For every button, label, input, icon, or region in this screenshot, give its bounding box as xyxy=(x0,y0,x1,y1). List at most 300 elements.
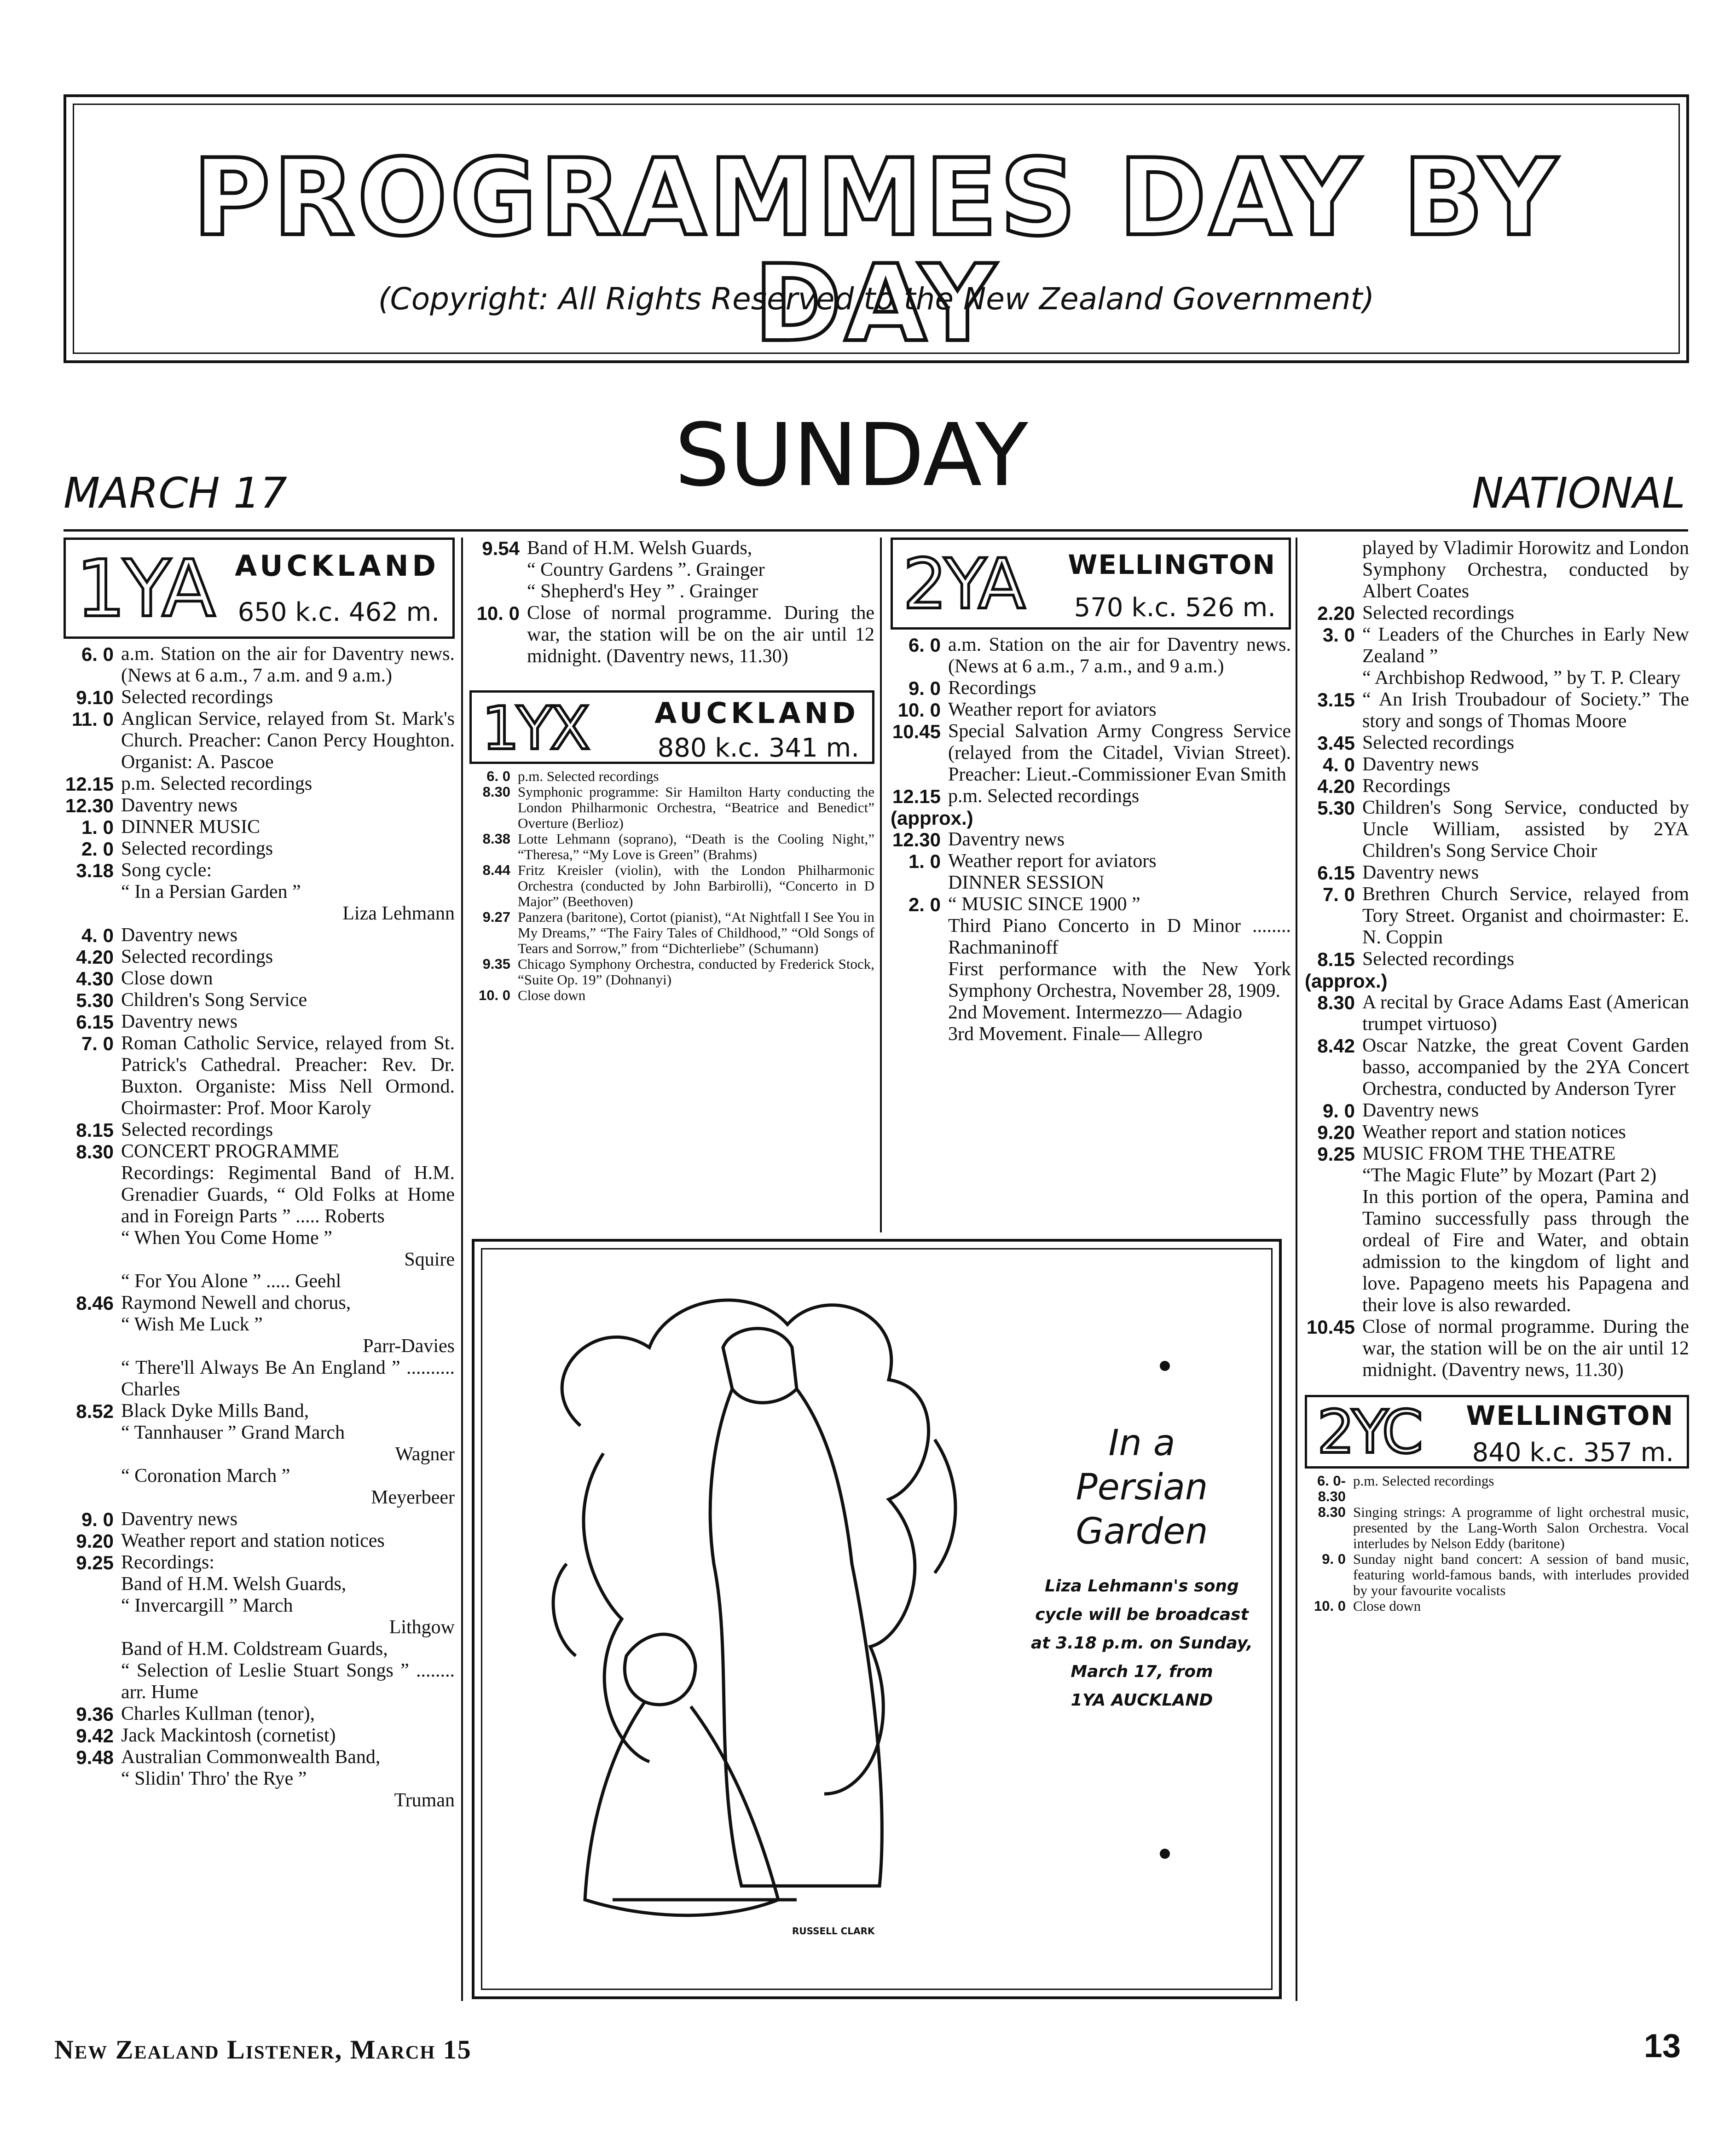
programme-details xyxy=(1362,732,1689,754)
programme-time: 9.35 xyxy=(482,956,510,972)
programme-line: “ Archbishop Redwood, ” by T. P. Cleary xyxy=(1362,667,1681,688)
programme-time: 4.20 xyxy=(1317,775,1355,797)
programme-time: 10. 0 xyxy=(1314,1598,1346,1614)
programme-time: (approx.) xyxy=(891,807,973,829)
programme-line: Chicago Symphony Orchestra, conducted by Frederick Stock, “Suite Op. 19” (Dohnanyi) xyxy=(518,956,874,988)
station-call-sign: 2YA xyxy=(903,544,1023,625)
programme-line: Close of normal programme. During the war, the station will be on the air until 12 midnight. (Daventry news, 11.30) xyxy=(527,602,874,667)
programme-line: “ Leaders of the Churches in Early New Zealand ” xyxy=(1362,624,1689,667)
programme-line: DINNER SESSION xyxy=(948,872,1105,893)
programme-time: 12.30 xyxy=(65,795,114,816)
programme-time: 6.15 xyxy=(76,1011,114,1033)
programme-list-2ya-continued xyxy=(1305,538,1689,1381)
programme-entry xyxy=(1305,732,1689,754)
programme-entry xyxy=(1305,1100,1689,1122)
programme-details xyxy=(527,602,874,667)
programme-entry xyxy=(891,829,1291,850)
programme-entry xyxy=(891,786,1291,807)
programme-time: 9.42 xyxy=(76,1725,114,1747)
programme-line: Children's Song Service, conducted by Uncle William, assisted by 2YA Children's Song Service Choir xyxy=(1362,797,1689,862)
programme-line: played by Vladimir Horowitz and London Symphony Orchestra, conducted by Albert Coates xyxy=(1362,538,1689,602)
programme-entry xyxy=(64,773,455,795)
programme-entry xyxy=(469,956,874,988)
programme-entry xyxy=(469,784,874,831)
programme-details xyxy=(121,1033,455,1119)
programme-time: 12.15 xyxy=(892,786,941,807)
caption-text-line: cycle will be broadcast xyxy=(1035,1605,1249,1624)
programme-details xyxy=(1395,970,1689,992)
programme-entry xyxy=(469,538,874,602)
programme-details xyxy=(1362,884,1689,948)
programme-list-1yx xyxy=(469,769,874,1003)
programme-details xyxy=(1362,1035,1689,1100)
programme-time: 6. 0 xyxy=(81,643,114,665)
programme-time: 8.52 xyxy=(76,1400,114,1422)
programme-entry xyxy=(1305,602,1689,624)
programme-details xyxy=(121,1141,455,1271)
programme-details xyxy=(948,894,1291,1045)
programme-line: p.m. Selected recordings xyxy=(121,773,312,794)
programme-time: 9.10 xyxy=(76,687,114,708)
programme-line: Brethren Church Service, relayed from Tory Street. Organist and choirmaster: E. N. Coppin xyxy=(1362,884,1689,948)
programme-details xyxy=(1362,538,1689,602)
programme-entry xyxy=(64,1552,455,1638)
programme-entry xyxy=(64,1119,455,1141)
programme-entry xyxy=(1305,1473,1689,1504)
programme-entry xyxy=(1305,1035,1689,1100)
programme-line: “ Slidin' Thro' the Rye ” xyxy=(121,1768,307,1789)
programme-entry xyxy=(891,807,1291,829)
programme-entry xyxy=(64,708,455,773)
programme-time: 8.30 xyxy=(76,1141,114,1162)
programme-entry xyxy=(64,1530,455,1552)
caption-title-line: In a xyxy=(1108,1423,1175,1464)
programme-entry xyxy=(1305,797,1689,862)
programme-entry xyxy=(64,1141,455,1271)
programme-details xyxy=(121,816,455,838)
programme-time: 8.38 xyxy=(482,831,510,847)
programme-time: 6.15 xyxy=(1317,862,1355,884)
programme-time: (approx.) xyxy=(1305,970,1388,992)
column-divider xyxy=(880,538,882,1232)
programme-details xyxy=(1353,1598,1689,1614)
programme-time: 6. 0 xyxy=(486,768,510,784)
programme-entry xyxy=(64,1292,455,1357)
programme-details xyxy=(948,699,1291,721)
programme-line: Sunday night band concert: A session of band music, featuring world-famous bands, with interludes provided by your favourite vocalists xyxy=(1353,1551,1689,1598)
station-box-2ya xyxy=(891,538,1291,630)
programme-entry xyxy=(64,1465,455,1509)
programme-details xyxy=(1353,1551,1689,1598)
programme-details xyxy=(121,1552,455,1638)
caption-title-line: Persian xyxy=(1076,1467,1208,1508)
programme-entry xyxy=(1305,775,1689,797)
programme-time: 3. 0 xyxy=(1322,624,1355,646)
programme-entry xyxy=(469,988,874,1003)
station-call-sign: 2YC xyxy=(1317,1398,1420,1467)
programme-entry xyxy=(64,1400,455,1465)
programme-line: Daventry news xyxy=(121,795,238,816)
illustration-panel xyxy=(472,1239,1282,1999)
programme-line: Fritz Kreisler (violin), with the London Philharmonic Orchestra (conducted by John Barbirolli), “Concerto in D Major” (Beethoven) xyxy=(518,862,874,909)
programme-list-2ya xyxy=(891,634,1291,1045)
programme-line: Song cycle: xyxy=(121,860,212,881)
programme-entry xyxy=(64,1271,455,1292)
programme-time: 8.42 xyxy=(1317,1035,1355,1057)
programme-details xyxy=(1362,948,1689,970)
illustration-signature: RUSSELL CLARK xyxy=(792,1926,875,1937)
page-title: PROGRAMMES DAY BY DAY xyxy=(192,137,1560,365)
station-city: WELLINGTON xyxy=(1068,549,1276,580)
header-rule xyxy=(64,529,1688,532)
programme-line: Special Salvation Army Congress Service (relayed from the Citadel, Vivian Street). Preacher: Lieut.-Commissioner Evan Smith xyxy=(948,721,1291,785)
programme-entry xyxy=(891,894,1291,1045)
programme-line: p.m. Selected recordings xyxy=(518,768,659,784)
programme-details xyxy=(121,1465,455,1509)
programme-details xyxy=(121,968,455,989)
programme-line: Daventry news xyxy=(121,925,238,946)
programme-time: 10. 0 xyxy=(897,699,941,721)
programme-time: 4. 0 xyxy=(81,925,114,946)
programme-time: 9.25 xyxy=(1317,1143,1355,1165)
programme-line: Selected recordings xyxy=(1362,732,1515,753)
programme-line: p.m. Selected recordings xyxy=(948,786,1140,807)
programme-details xyxy=(121,1530,455,1552)
station-city: AUCKLAND xyxy=(235,549,440,583)
caption-text-line: March 17, from xyxy=(1071,1662,1213,1681)
illustration-caption xyxy=(1022,1421,1261,1715)
programme-time: 1. 0 xyxy=(908,850,941,872)
programme-entry xyxy=(64,838,455,860)
programme-details xyxy=(1362,1122,1689,1143)
column-2 xyxy=(469,538,874,1003)
programme-details xyxy=(121,1509,455,1530)
programme-time: 2. 0 xyxy=(908,894,941,915)
column-divider xyxy=(1296,538,1297,2001)
programme-entry xyxy=(1305,1143,1689,1316)
programme-line: “ Invercargill ” March xyxy=(121,1595,293,1616)
programme-line: p.m. Selected recordings xyxy=(1353,1473,1494,1489)
programme-entry xyxy=(1305,754,1689,775)
programme-list-1ya xyxy=(64,643,455,1811)
programme-line: Roman Catholic Service, relayed from St. Patrick's Cathedral. Preacher: Rev. Dr. Buxton. Organiste: Miss Nell Ormond. Choirmaster: Prof. Moor Karoly xyxy=(121,1033,455,1119)
programme-details xyxy=(121,1357,455,1400)
programme-composer: Meyerbeer xyxy=(371,1487,455,1508)
caption-title-line: Garden xyxy=(1076,1511,1208,1552)
programme-details xyxy=(948,850,1291,894)
programme-entry xyxy=(1305,992,1689,1035)
programme-line: Band of H.M. Welsh Guards, xyxy=(527,538,752,559)
programme-time: 1. 0 xyxy=(81,816,114,838)
programme-line: A recital by Grace Adams East (American trumpet virtuoso) xyxy=(1362,992,1689,1035)
programme-details xyxy=(121,1119,455,1141)
programme-line: Third Piano Concerto in D Minor ........ Rachmaninoff xyxy=(948,915,1291,958)
programme-details xyxy=(121,989,455,1011)
programme-line: “ Country Gardens ”. Grainger xyxy=(527,559,765,580)
programme-time: 11. 0 xyxy=(71,708,114,730)
programme-line: “ There'll Always Be An England ” .......... Charles xyxy=(121,1357,455,1400)
programme-details xyxy=(121,1400,455,1465)
programme-time: 2. 0 xyxy=(81,838,114,860)
programme-time xyxy=(64,1638,121,1703)
column-divider xyxy=(461,538,463,2001)
programme-details xyxy=(1362,992,1689,1035)
programme-details xyxy=(121,1271,455,1292)
station-call-sign: 1YX xyxy=(482,694,588,763)
programme-time: 9.27 xyxy=(482,909,510,925)
station-box-1ya xyxy=(64,538,455,639)
programme-line: “ Wish Me Luck ” xyxy=(121,1314,263,1335)
programme-time: 6. 0 xyxy=(908,634,941,656)
programme-entry xyxy=(64,687,455,708)
programme-details xyxy=(121,708,455,773)
day-name: SUNDAY xyxy=(675,405,1028,506)
programme-time: 9.36 xyxy=(76,1703,114,1725)
programme-details xyxy=(518,909,874,956)
programme-time: 9.20 xyxy=(76,1530,114,1552)
programme-entry xyxy=(1305,538,1689,602)
day-date: MARCH 17 xyxy=(64,468,287,518)
programme-line: a.m. Station on the air for Daventry news. (News at 6 a.m., 7 a.m. and 9 a.m.) xyxy=(121,643,455,686)
programme-details xyxy=(121,860,455,925)
programme-details xyxy=(1362,1316,1689,1381)
programme-entry xyxy=(64,1509,455,1530)
programme-details xyxy=(948,634,1291,677)
programme-entry xyxy=(64,1357,455,1400)
programme-details xyxy=(1362,797,1689,862)
programme-time: 10.45 xyxy=(1306,1316,1355,1338)
programme-line: Band of H.M. Coldstream Guards, xyxy=(121,1638,388,1660)
programme-details xyxy=(1362,624,1689,689)
station-frequency: 840 k.c. 357 m. xyxy=(1472,1438,1674,1468)
caption-text-line: 1YA AUCKLAND xyxy=(1071,1691,1213,1710)
programme-line: Recordings: xyxy=(121,1552,214,1573)
programme-entry xyxy=(64,1033,455,1119)
programme-details xyxy=(948,786,1291,807)
programme-line: Close of normal programme. During the war, the station will be on the air until 12 midnight. (Daventry news, 11.30) xyxy=(1362,1316,1689,1381)
programme-time: 10. 0 xyxy=(476,602,520,624)
programme-time xyxy=(64,1357,121,1400)
programme-time: 9.20 xyxy=(1317,1122,1355,1143)
programme-details xyxy=(948,721,1291,786)
programme-line: Recordings xyxy=(948,677,1036,699)
programme-entry xyxy=(64,989,455,1011)
programme-line: Oscar Natzke, the great Covent Garden basso, accompanied by the 2YA Concert Orchestra, conducted by Anderson Tyrer xyxy=(1362,1035,1689,1099)
programme-entry xyxy=(64,1638,455,1703)
programme-details xyxy=(121,643,455,687)
programme-entry xyxy=(64,1725,455,1747)
programme-entry xyxy=(891,850,1291,894)
programme-line: Close down xyxy=(121,968,213,989)
station-box-1yx xyxy=(469,690,874,764)
programme-entry xyxy=(64,1011,455,1033)
programme-details xyxy=(518,862,874,909)
programme-entry xyxy=(1305,1122,1689,1143)
programme-entry xyxy=(891,721,1291,786)
programme-details xyxy=(121,1725,455,1747)
programme-time: 9.54 xyxy=(482,538,520,559)
programme-line: Daventry news xyxy=(1362,754,1479,775)
programme-line: Weather report for aviators xyxy=(948,699,1157,720)
programme-line: Selected recordings xyxy=(121,687,273,708)
programme-time: 9. 0 xyxy=(908,677,941,699)
programme-time: 8.15 xyxy=(1317,948,1355,970)
programme-time: 12.30 xyxy=(892,829,941,850)
programme-line: Close down xyxy=(518,987,586,1003)
programme-line: Close down xyxy=(1353,1598,1421,1614)
programme-composer: Squire xyxy=(404,1249,455,1270)
programme-details xyxy=(1362,1143,1689,1316)
programme-details xyxy=(121,946,455,968)
programme-time: 7. 0 xyxy=(81,1033,114,1054)
programme-details xyxy=(518,831,874,862)
programme-time xyxy=(64,1465,121,1509)
programme-line: Daventry news xyxy=(1362,1100,1479,1121)
programme-time: 3.45 xyxy=(1317,732,1355,754)
programme-time: 3.15 xyxy=(1317,689,1355,711)
programme-line: Australian Commonwealth Band, xyxy=(121,1747,381,1768)
programme-entry xyxy=(1305,970,1689,992)
programme-entry xyxy=(64,1747,455,1811)
programme-time: 8.30 xyxy=(1318,1504,1346,1520)
programme-details xyxy=(1362,862,1689,884)
caption-text-line: at 3.18 p.m. on Sunday, xyxy=(1031,1634,1253,1653)
programme-entry xyxy=(469,831,874,862)
programme-line: Symphonic programme: Sir Hamilton Harty conducting the London Philharmonic Orchestra, “Beatrice and Benedict” Overture (Berlioz) xyxy=(518,784,874,831)
programme-details xyxy=(121,773,455,795)
programme-entry xyxy=(64,860,455,925)
programme-line: Weather report and station notices xyxy=(1362,1122,1626,1143)
programme-details xyxy=(121,1011,455,1033)
programme-entry xyxy=(1305,689,1689,732)
programme-details xyxy=(981,807,1291,829)
programme-time: 8.30 xyxy=(1317,992,1355,1013)
programme-time: 4. 0 xyxy=(1322,754,1355,775)
programme-details xyxy=(121,795,455,816)
programme-line: Daventry news xyxy=(121,1509,238,1530)
programme-details xyxy=(1362,775,1689,797)
station-frequency: 880 k.c. 341 m. xyxy=(657,733,859,763)
programme-entry xyxy=(469,769,874,784)
programme-list-2yc xyxy=(1305,1473,1689,1614)
programme-line: “ Coronation March ” xyxy=(121,1465,290,1486)
programme-details xyxy=(121,687,455,708)
station-frequency: 570 k.c. 526 m. xyxy=(1074,593,1276,623)
programme-line: In this portion of the opera, Pamina and Tamino successfully pass through the ordeal of Fire and Water, and obtain admission to the kingdom of light and love. Papageno meets his Papagena and their love is also rewarded. xyxy=(1362,1186,1689,1316)
column-3 xyxy=(891,538,1291,1045)
programme-composer: Liza Lehmann xyxy=(342,903,455,924)
programme-line: “ MUSIC SINCE 1900 ” xyxy=(948,894,1140,915)
column-4 xyxy=(1305,538,1689,1614)
programme-line: “ For You Alone ” ..... Geehl xyxy=(121,1271,341,1292)
programme-details xyxy=(121,838,455,860)
programme-time: 10.45 xyxy=(892,721,941,742)
programme-time: 5.30 xyxy=(76,989,114,1011)
programme-time: 10. 0 xyxy=(479,987,510,1003)
programme-list-1ya-continued xyxy=(469,538,874,667)
programme-composer: Parr-Davies xyxy=(363,1336,455,1357)
programme-line: Weather report and station notices xyxy=(121,1530,385,1551)
programme-entry xyxy=(64,1703,455,1725)
programme-entry xyxy=(64,816,455,838)
programme-entry xyxy=(469,602,874,667)
programme-time xyxy=(1305,538,1362,602)
programme-details xyxy=(948,677,1291,699)
programme-entry xyxy=(64,925,455,946)
programme-line: Panzera (baritone), Cortot (pianist), “At Nightfall I See You in My Dreams,” “The Fairy Tales of Childhood,” “Old Songs of Tears and Sorrow,” from “Dichterliebe” (Schumann) xyxy=(518,909,874,956)
programme-details xyxy=(1362,1100,1689,1122)
programme-time: 9. 0 xyxy=(1322,1551,1346,1567)
programme-line: CONCERT PROGRAMME xyxy=(121,1141,339,1162)
programme-details xyxy=(518,988,874,1003)
programme-entry xyxy=(891,677,1291,699)
copyright-notice: (Copyright: All Rights Reserved to the New Zealand Government) xyxy=(378,281,1375,317)
programme-time: 9.48 xyxy=(76,1747,114,1768)
programme-line: Selected recordings xyxy=(1362,948,1515,970)
programme-line: Weather report for aviators xyxy=(948,850,1157,872)
programme-entry xyxy=(891,634,1291,677)
programme-line: Lotte Lehmann (soprano), “Death is the Cooling Night,” “Theresa,” “My Love is Green” (Brahms) xyxy=(518,831,874,862)
programme-details xyxy=(121,1292,455,1357)
programme-line: Singing strings: A programme of light orchestral music, presented by the Lang-Worth Salon Orchestra. Vocal interludes by Nelson Eddy (baritone) xyxy=(1353,1504,1689,1551)
programme-details xyxy=(518,956,874,988)
programme-entry xyxy=(1305,1504,1689,1551)
programme-time: 7. 0 xyxy=(1322,884,1355,905)
programme-entry xyxy=(469,909,874,956)
programme-line: Selected recordings xyxy=(121,1119,273,1140)
programme-line: “ In a Persian Garden ” xyxy=(121,881,301,902)
programme-line: First performance with the New York Symphony Orchestra, November 28, 1909. xyxy=(948,959,1291,1001)
programme-line: MUSIC FROM THE THEATRE xyxy=(1362,1143,1616,1164)
programme-time: 8.15 xyxy=(76,1119,114,1141)
programme-time xyxy=(64,1271,121,1292)
programme-entry xyxy=(1305,1316,1689,1381)
programme-line: Raymond Newell and chorus, xyxy=(121,1292,351,1313)
programme-line: “ Tannhauser ” Grand March xyxy=(121,1422,345,1443)
programme-line: Recordings xyxy=(1362,775,1451,797)
programme-line: Charles Kullman (tenor), xyxy=(121,1703,315,1724)
programme-details xyxy=(121,1703,455,1725)
programme-time: 4.20 xyxy=(76,946,114,968)
programme-line: “ An Irish Troubadour of Society.” The story and songs of Thomas Moore xyxy=(1362,689,1689,732)
programme-time: 6. 0-8.30 xyxy=(1317,1473,1346,1504)
programme-line: 2nd Movement. Intermezzo— Adagio xyxy=(948,1002,1243,1023)
programme-time: 9. 0 xyxy=(81,1509,114,1530)
programme-time: 12.15 xyxy=(65,773,114,795)
station-city: AUCKLAND xyxy=(654,696,859,730)
programme-details xyxy=(948,829,1291,850)
programme-line: “ Shepherd's Hey ” . Grainger xyxy=(527,581,758,602)
programme-details xyxy=(1353,1504,1689,1551)
programme-line: Daventry news xyxy=(1362,862,1479,883)
programme-time: 8.46 xyxy=(76,1292,114,1314)
programme-time: 2.20 xyxy=(1317,602,1355,624)
programme-line: Selected recordings xyxy=(1362,602,1515,624)
programme-entry xyxy=(1305,624,1689,689)
programme-entry xyxy=(64,946,455,968)
programme-details xyxy=(1353,1473,1689,1504)
programme-entry xyxy=(64,643,455,687)
programme-line: Anglican Service, relayed from St. Mark's Church. Preacher: Canon Percy Houghton. Organist: A. Pascoe xyxy=(121,708,455,773)
programme-line: Jack Mackintosh (cornetist) xyxy=(121,1725,336,1746)
programme-time: 3.18 xyxy=(76,860,114,881)
network-label: NATIONAL xyxy=(1472,468,1685,518)
programme-time: 9.25 xyxy=(76,1552,114,1573)
programme-details xyxy=(1362,602,1689,624)
programme-details xyxy=(121,1747,455,1811)
programme-details xyxy=(121,925,455,946)
programme-line: “The Magic Flute” by Mozart (Part 2) xyxy=(1362,1165,1657,1186)
